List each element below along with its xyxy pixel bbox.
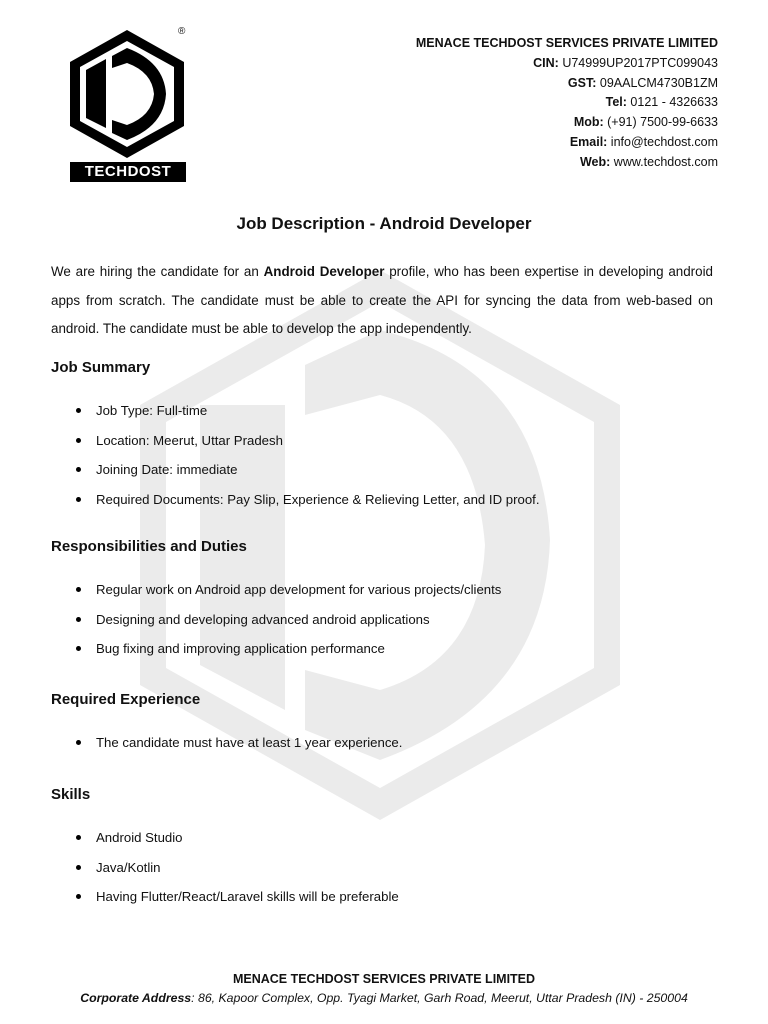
document-title: Job Description - Android Developer bbox=[236, 214, 532, 233]
mob-line: Mob: (+91) 7500-99-6633 bbox=[573, 115, 718, 130]
job-summary-list bbox=[51, 401, 539, 519]
gst-line: GST: 09AALCM4730B1ZM bbox=[567, 75, 718, 90]
experience-list bbox=[51, 733, 402, 763]
list-item: The candidate must have at least 1 year experience. bbox=[51, 733, 402, 763]
skills-list bbox=[51, 828, 399, 917]
company-name: MENACE TECHDOST SERVICES PRIVATE LIMITED bbox=[415, 36, 718, 50]
cin-line: CIN: U74999UP2017PTC099043 bbox=[533, 55, 718, 70]
heading-required-experience: Required Experience bbox=[51, 691, 201, 708]
list-item: Designing and developing advanced android applications bbox=[51, 610, 501, 640]
list-item: Location: Meerut, Uttar Pradesh bbox=[51, 431, 539, 461]
list-item: Job Type: Full-time bbox=[51, 401, 539, 431]
page-footer bbox=[0, 970, 768, 1008]
company-details bbox=[416, 34, 718, 173]
intro-role: Android Developer bbox=[263, 264, 385, 279]
email-line: Email: info@techdost.com bbox=[569, 134, 718, 149]
web-line: Web: www.techdost.com bbox=[579, 154, 718, 169]
tel-line: Tel: 0121 - 4326633 bbox=[605, 95, 718, 110]
registered-mark: ® bbox=[178, 26, 186, 37]
techdost-emblem-icon bbox=[62, 26, 192, 160]
heading-job-summary: Job Summary bbox=[51, 359, 151, 376]
list-item: Having Flutter/React/Laravel skills will be preferable bbox=[51, 887, 399, 917]
heading-responsibilities: Responsibilities and Duties bbox=[51, 538, 247, 555]
company-logo bbox=[62, 26, 192, 184]
responsibilities-list bbox=[51, 580, 501, 669]
list-item: Android Studio bbox=[51, 828, 399, 858]
list-item: Required Documents: Pay Slip, Experience & Relieving Letter, and ID proof. bbox=[51, 490, 539, 520]
heading-skills: Skills bbox=[51, 786, 91, 803]
intro-paragraph: We are hiring the candidate for an Android Developer profile, who has been expertise in developing android apps from scratch. The candidate must be able to create the API for syncing the data from web-based on android. The candidate must be able to develop the app independently. bbox=[51, 264, 713, 336]
logo-wordmark: TECHDOST bbox=[70, 162, 186, 182]
list-item: Bug fixing and improving application performance bbox=[51, 639, 501, 669]
list-item: Regular work on Android app development for various projects/clients bbox=[51, 580, 501, 610]
list-item: Joining Date: immediate bbox=[51, 460, 539, 490]
footer-company-name: MENACE TECHDOST SERVICES PRIVATE LIMITED bbox=[232, 972, 536, 986]
list-item: Java/Kotlin bbox=[51, 858, 399, 888]
footer-address: Corporate Address: 86, Kapoor Complex, Opp. Tyagi Market, Garh Road, Meerut, Uttar Pradesh (IN) - 250004 bbox=[80, 991, 688, 1005]
